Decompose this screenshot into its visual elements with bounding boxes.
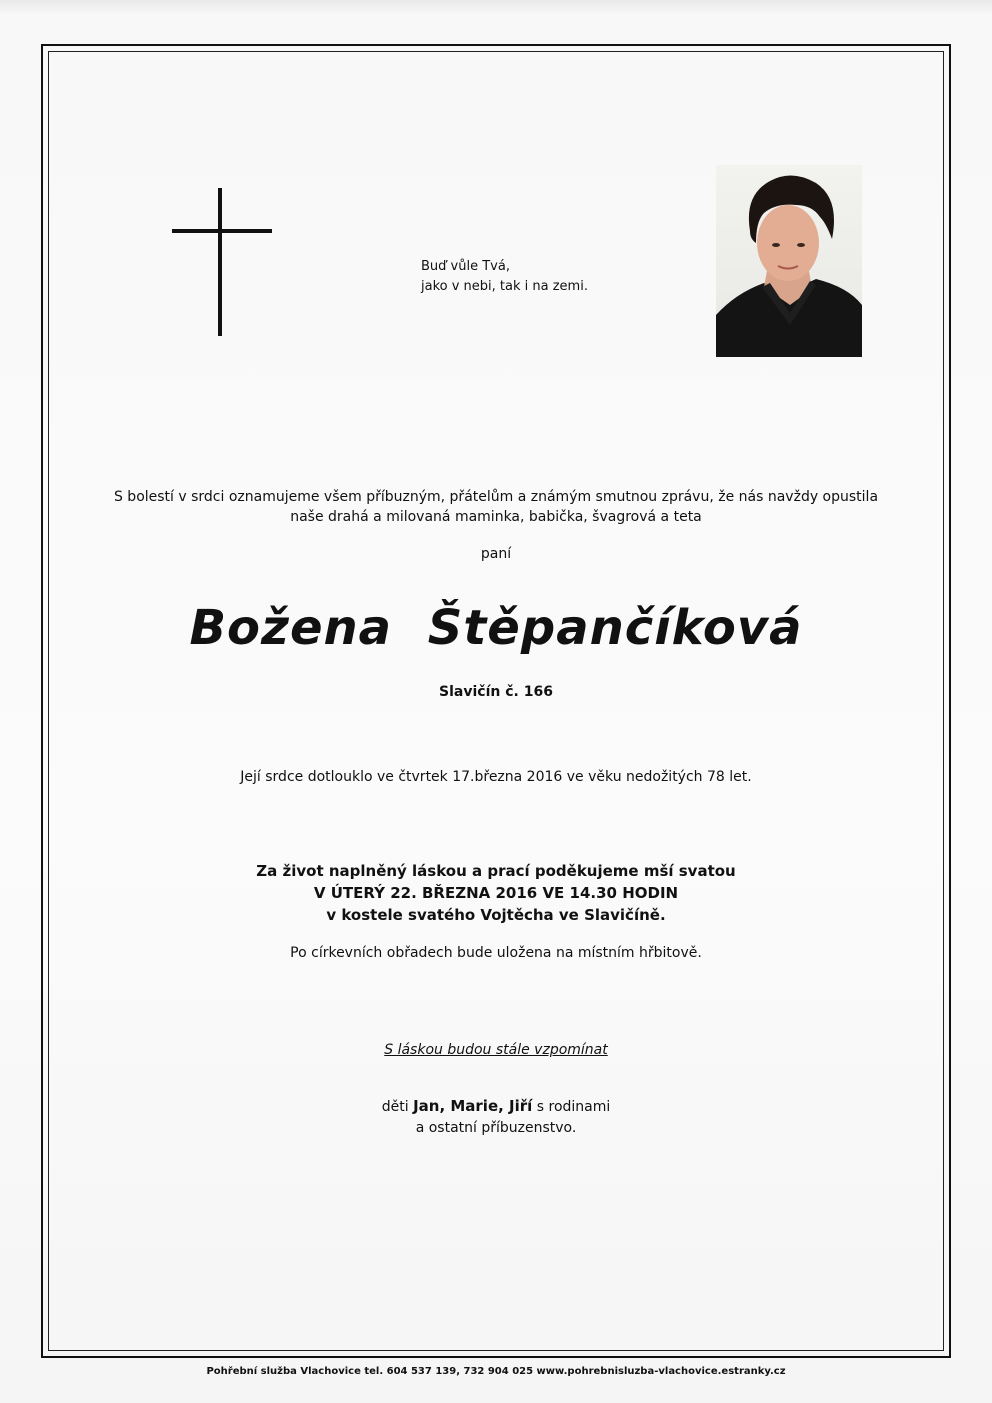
signers-block bbox=[48, 1096, 944, 1139]
ceremony-line-3: v kostele svatého Vojtěcha ve Slavičíně. bbox=[326, 906, 666, 924]
memory-line: S láskou budou stále vzpomínat bbox=[384, 1042, 608, 1058]
portrait-photo bbox=[716, 165, 862, 357]
signers-line-1 bbox=[48, 1096, 944, 1118]
prayer-line-2: jako v nebi, tak i na zemi. bbox=[421, 279, 588, 294]
burial-notice: Po církevních obřadech bude uložena na místním hřbitově. bbox=[290, 945, 702, 961]
announcement-line-1: S bolestí v srdci oznamujeme všem příbuzným, přátelům a známým smutnou zprávu, že nás navždy opustila bbox=[113, 489, 879, 505]
ceremony-details bbox=[48, 860, 944, 926]
signers-prefix: děti bbox=[381, 1099, 414, 1115]
prayer-line-1: Buď vůle Tvá, bbox=[421, 259, 510, 274]
deceased-name: Božena Štěpančíková bbox=[189, 600, 803, 656]
funeral-service-footer: Pohřební služba Vlachovice tel. 604 537 139, 732 904 025 www.pohrebnisluzba-vlachovice.estranky.cz bbox=[206, 1366, 786, 1377]
prayer-text bbox=[421, 257, 588, 297]
honorific-title: paní bbox=[480, 546, 512, 562]
signers-names: Jan, Marie, Jiří bbox=[413, 1097, 533, 1115]
ceremony-line-2: V ÚTERÝ 22. BŘEZNA 2016 VE 14.30 HODIN bbox=[313, 884, 679, 902]
ceremony-line-1: Za život naplněný láskou a prací poděkujeme mší svatou bbox=[256, 862, 736, 880]
announcement-line-2: naše drahá a milovaná maminka, babička, švagrová a teta bbox=[290, 509, 702, 525]
announcement-text bbox=[48, 487, 944, 527]
death-notice: Její srdce dotlouklo ve čtvrtek 17.března 2016 ve věku nedožitých 78 let. bbox=[240, 769, 752, 785]
signers-line-2: a ostatní příbuzenstvo. bbox=[415, 1120, 577, 1136]
deceased-address: Slavičín č. 166 bbox=[439, 684, 553, 700]
signers-suffix: s rodinami bbox=[532, 1099, 611, 1115]
cross-icon bbox=[172, 188, 272, 336]
